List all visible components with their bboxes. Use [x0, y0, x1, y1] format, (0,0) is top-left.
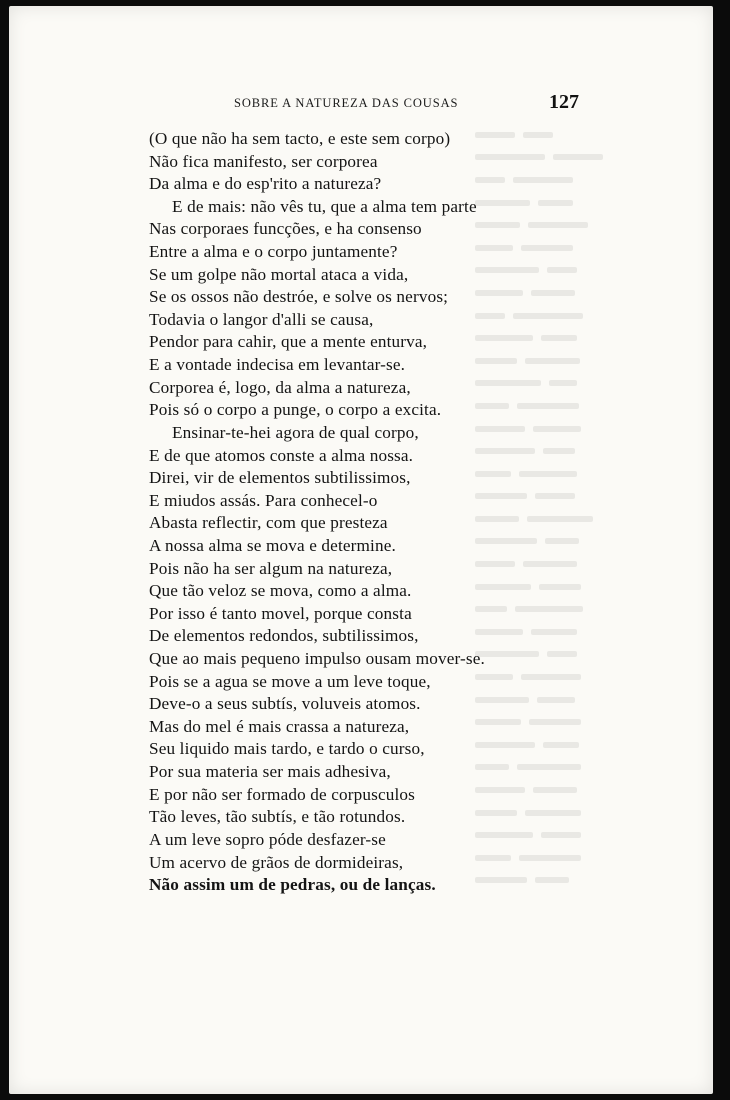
verse-line: E de que atomos conste a alma nossa. — [149, 445, 414, 465]
verse-line: Se os ossos não destróe, e solve os nervos; — [149, 287, 449, 307]
verse-line: Nas corporaes funcções, e ha consenso — [149, 219, 422, 239]
verse-line: De elementos redondos, subtilissimos, — [149, 626, 419, 646]
verse-line: Que ao mais pequeno impulso ousam mover-se. — [149, 649, 485, 669]
verse-line: Deve-o a seus subtís, voluveis atomos. — [149, 694, 421, 714]
verse-line: Mas do mel é mais crassa a natureza, — [149, 716, 410, 736]
verse-line: Se um golpe não mortal ataca a vida, — [149, 264, 409, 284]
verse-line: Um acervo de grãos de dormideiras, — [149, 852, 404, 872]
verse-line: Pendor para cahir, que a mente enturva, — [149, 332, 428, 352]
book-page — [9, 6, 713, 1094]
verse-line: Que tão veloz se mova, como a alma. — [149, 581, 412, 601]
verse-line: Entre a alma e o corpo juntamente? — [149, 242, 398, 262]
verse-line: Todavia o langor d'alli se causa, — [149, 309, 374, 329]
verse-line: A nossa alma se mova e determine. — [149, 535, 396, 555]
verse-line: Seu liquido mais tardo, e tardo o curso, — [149, 739, 425, 759]
verse-line: E por não ser formado de corpusculos — [149, 784, 415, 804]
verse-line: E a vontade indecisa em levantar-se. — [149, 355, 406, 375]
verse-line: Direi, vir de elementos subtilissimos, — [149, 468, 411, 488]
poem-text — [149, 128, 549, 897]
verse-line: Ensinar-te-hei agora de qual corpo, — [172, 422, 419, 442]
running-head: SOBRE A NATUREZA DAS COUSAS — [234, 96, 459, 110]
verse-line: A um leve sopro póde desfazer-se — [149, 829, 386, 849]
verse-line: Abasta reflectir, com que presteza — [149, 513, 388, 533]
verse-line: E miudos assás. Para conhecel-o — [149, 490, 378, 510]
verse-line: Da alma e do esp'rito a natureza? — [149, 174, 382, 194]
verse-line: Pois só o corpo a punge, o corpo a excita. — [149, 400, 442, 420]
verse-line: Pois não ha ser algum na natureza, — [149, 558, 393, 578]
verse-line: Pois se a agua se move a um leve toque, — [149, 671, 431, 691]
verse-line: Tão leves, tão subtís, e tão rotundos. — [149, 807, 406, 827]
verse-line: (O que não ha sem tacto, e este sem corpo) — [149, 129, 451, 148]
page-number: 127 — [549, 91, 579, 113]
verse-line: Não assim um de pedras, ou de lanças. — [149, 875, 436, 895]
verse-line: Corporea é, logo, da alma a natureza, — [149, 377, 411, 397]
verse-line: E de mais: não vês tu, que a alma tem parte — [172, 196, 477, 216]
verse-line: Por sua materia ser mais adhesiva, — [149, 762, 391, 782]
verse-line: Não fica manifesto, ser corporea — [149, 151, 378, 171]
verse-line: Por isso é tanto movel, porque consta — [149, 603, 412, 623]
